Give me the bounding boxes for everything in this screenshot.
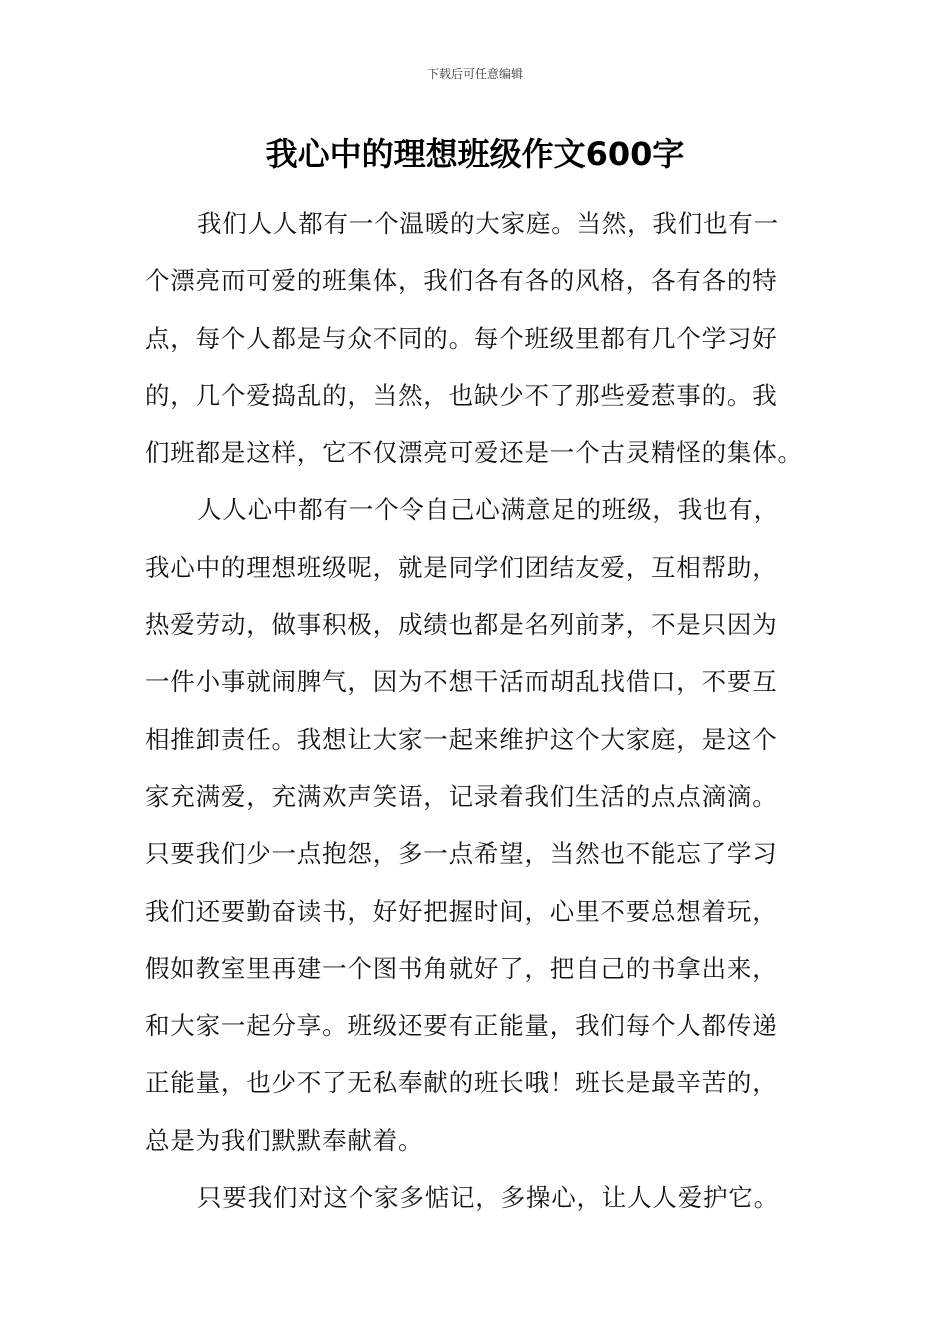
header-note: 下载后可任意编辑 bbox=[426, 67, 523, 81]
paragraph-line: 总是为我们默默奉献着。 bbox=[145, 1125, 424, 1155]
paragraph-line: 热爱劳动，做事积极，成绩也都是名列前茅，不是只因为 bbox=[145, 610, 778, 640]
paragraph-line: 我心中的理想班级呢，就是同学们团结友爱，互相帮助， bbox=[145, 552, 778, 582]
paragraph-line: 我们还要勤奋读书，好好把握时间，心里不要总想着玩， bbox=[145, 896, 778, 926]
paragraph-line: 人人心中都有一个令自己心满意足的班级，我也有， bbox=[197, 495, 779, 525]
essay-body bbox=[145, 199, 807, 1230]
page-title: 我心中的理想班级作文600字 bbox=[265, 135, 685, 173]
paragraph-line: 相推卸责任。我想让大家一起来维护这个大家庭，是这个 bbox=[145, 724, 778, 754]
paragraph-line: 和大家一起分享。班级还要有正能量，我们每个人都传递 bbox=[145, 1011, 778, 1041]
paragraph-line: 家充满爱，充满欢声笑语，记录着我们生活的点点滴滴。 bbox=[145, 781, 778, 811]
paragraph-line: 个漂亮而可爱的班集体，我们各有各的风格，各有各的特 bbox=[145, 266, 778, 296]
paragraph-line: 正能量，也少不了无私奉献的班长哦！班长是最辛苦的， bbox=[145, 1068, 778, 1098]
paragraph-line: 假如教室里再建一个图书角就好了，把自己的书拿出来， bbox=[145, 953, 778, 983]
paragraph-line: 我们人人都有一个温暖的大家庭。当然，我们也有一 bbox=[197, 209, 779, 238]
paragraph-line: 一件小事就闹脾气，因为不想干活而胡乱找借口，不要互 bbox=[145, 667, 778, 697]
paragraph-line: 的，几个爱捣乱的，当然，也缺少不了那些爱惹事的。我 bbox=[145, 380, 778, 410]
paragraph-line: 们班都是这样，它不仅漂亮可爱还是一个古灵精怪的集体。 bbox=[145, 438, 803, 468]
paragraph-line: 只要我们对这个家多惦记，多操心，让人人爱护它。 bbox=[197, 1183, 779, 1213]
paragraph-line: 只要我们少一点抱怨，多一点希望，当然也不能忘了学习 bbox=[145, 839, 778, 869]
paragraph-line: 点，每个人都是与众不同的。每个班级里都有几个学习好 bbox=[145, 323, 778, 353]
